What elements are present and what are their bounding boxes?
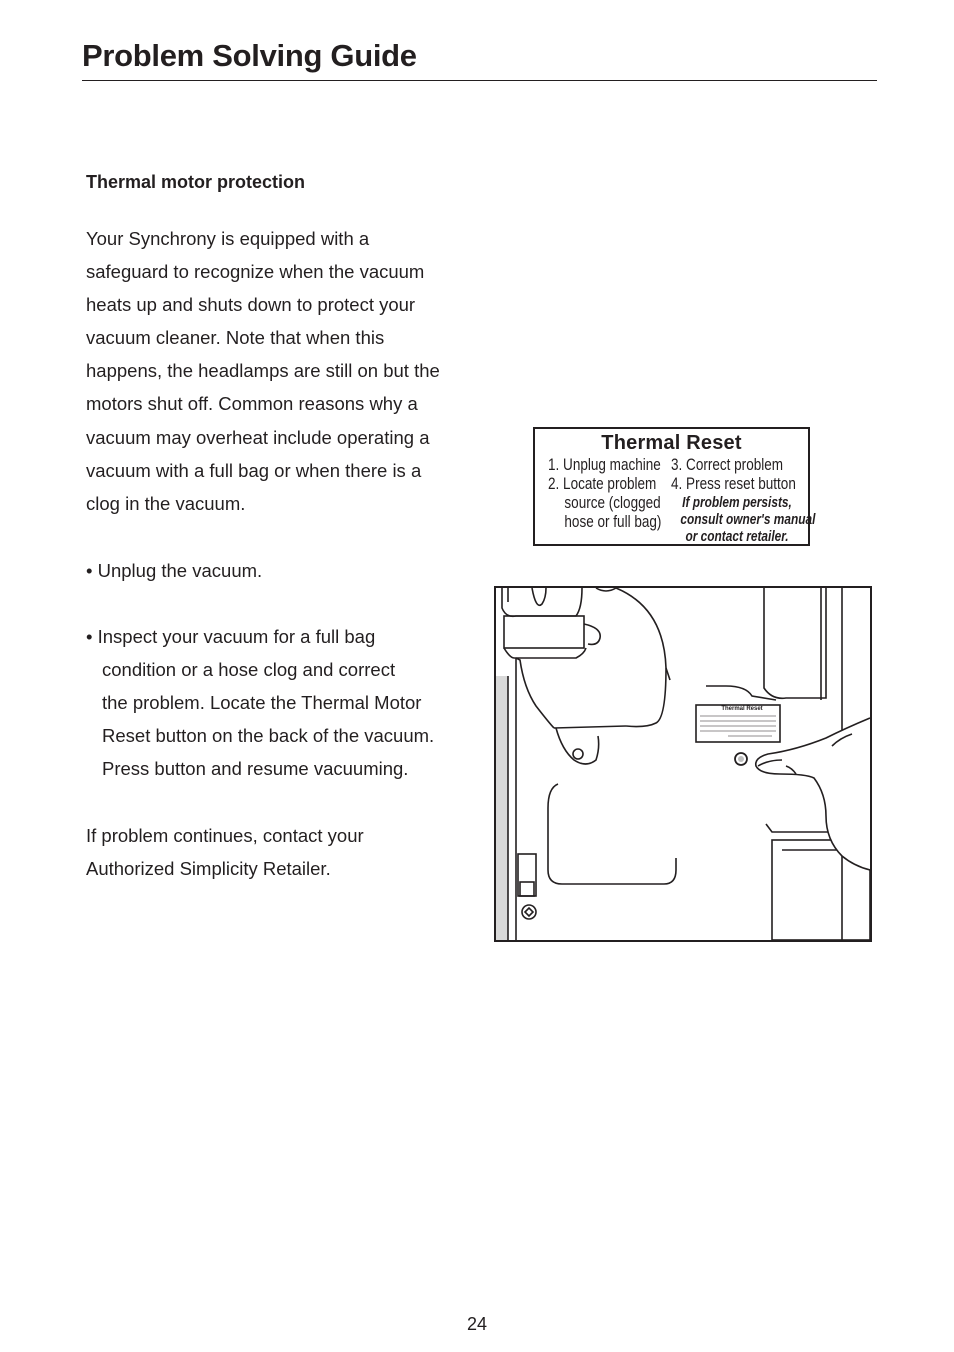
bullet-unplug — [86, 554, 476, 587]
text-line: • Inspect your vacuum for a full bag — [86, 626, 376, 647]
text-line: Your Synchrony is equipped with a — [86, 228, 370, 249]
text-line: the problem. Locate the Thermal Motor — [102, 692, 422, 714]
reset-steps-right — [671, 456, 796, 494]
reset-step: source (clogged — [564, 494, 661, 512]
reset-note — [680, 495, 816, 546]
thermal-reset-label — [533, 427, 816, 546]
text-line: heats up and shuts down to protect your — [86, 294, 416, 316]
text-line: • Unplug the vacuum. — [86, 560, 263, 581]
text-line: Reset button on the back of the vacuum. — [102, 725, 435, 747]
title-divider — [82, 80, 877, 81]
reset-note-line: consult owner's manual — [680, 512, 816, 528]
page-title: Problem Solving Guide — [82, 38, 417, 73]
text-line: vacuum with a full bag or when there is a — [86, 459, 422, 481]
reset-step: hose or full bag) — [564, 513, 662, 531]
reset-step: 3. Correct problem — [671, 456, 784, 474]
text-line: Authorized Simplicity Retailer. — [86, 858, 331, 880]
vacuum-back-reset-button-illustration — [494, 586, 872, 942]
reset-step: 2. Locate problem — [548, 475, 657, 493]
reset-step: 1. Unplug machine — [548, 456, 661, 474]
section-heading: Thermal motor protection — [86, 172, 306, 192]
text-line: vacuum may overheat include operating a — [86, 426, 430, 448]
bullet-inspect — [86, 620, 476, 785]
text-line: condition or a hose clog and correct — [102, 659, 396, 681]
reset-note-line: or contact retailer. — [685, 529, 789, 545]
closing-paragraph — [86, 819, 476, 885]
page-number: 24 — [466, 1314, 488, 1334]
reset-note-line: If problem persists, — [682, 495, 792, 511]
text-line: clog in the vacuum. — [86, 492, 246, 514]
text-line: motors shut off. Common reasons why a — [86, 393, 418, 415]
text-line: happens, the headlamps are still on but the — [86, 360, 440, 382]
reset-steps-left — [548, 456, 661, 532]
reset-step: 4. Press reset button — [671, 475, 796, 493]
intro-paragraph — [86, 222, 476, 520]
thermal-reset-title: Thermal Reset — [601, 432, 742, 454]
text-line: vacuum cleaner. Note that when this — [86, 327, 385, 349]
text-line: Press button and resume vacuuming. — [102, 758, 409, 780]
text-line: safeguard to recognize when the vacuum — [86, 261, 425, 283]
text-line: If problem continues, contact your — [86, 825, 364, 846]
mini-label-title: Thermal Reset — [721, 706, 763, 712]
